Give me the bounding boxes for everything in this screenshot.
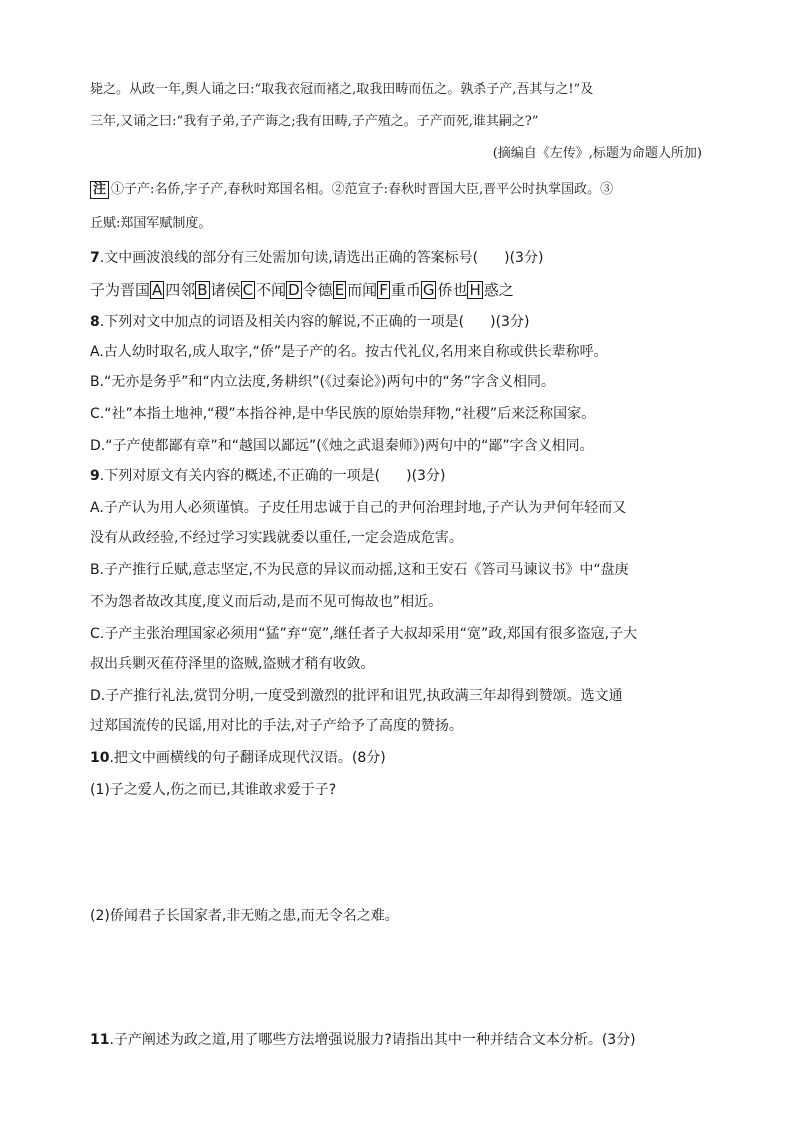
question-9 bbox=[90, 466, 445, 486]
sentence-segment: 而闻 bbox=[347, 281, 378, 299]
question-7-number: 7 bbox=[90, 250, 100, 266]
question-8-score: )(3分) bbox=[490, 314, 530, 330]
question-8-option-b: B.“无亦是务乎”和“内立法度,务耕织”(《过秦论》)两句中的“务”字含义相同。 bbox=[90, 374, 555, 390]
note-line-2: 丘赋:郑国军赋制度。 bbox=[90, 216, 212, 231]
sentence-segment: 不闻 bbox=[256, 281, 287, 299]
question-8-option-c: C.“社”本指土地神,“稷”本指谷神,是中华民族的原始崇拜物,“社稷”后来泛称国家。 bbox=[90, 406, 596, 422]
passage-source: (摘编自《左传》,标题为命题人所加) bbox=[492, 146, 702, 161]
question-9-option-a-line-1: A.子产认为用人必须谨慎。子皮任用忠诚于自己的尹何治理封地,子产认为尹何年轻而又 bbox=[90, 500, 627, 516]
question-10-sentence-2: (2)侨闻君子长国家者,非无贿之患,而无令名之难。 bbox=[90, 908, 399, 924]
question-9-option-c-line-1: C.子产主张治理国家必须用“猛”弃“宽”,继任者子大叔却采用“宽”政,郑国有很多盗寇,子大 bbox=[90, 626, 638, 642]
passage-line-1: 毙之。从政一年,舆人诵之曰:“取我衣冠而褚之,取我田畴而伍之。孰杀子产,吾其与之!”及 bbox=[90, 82, 594, 97]
option-box-c: C bbox=[242, 281, 254, 299]
question-9-score: )(3分) bbox=[406, 468, 446, 484]
sentence-segment: 令德 bbox=[302, 281, 333, 299]
question-8-option-d: D.“子产使都鄙有章”和“越国以鄙远”(《烛之武退秦师》)两句中的“鄙”字含义相同。 bbox=[90, 438, 594, 454]
sentence-segment: 子为晋国 bbox=[90, 281, 151, 299]
question-9-number: 9 bbox=[90, 468, 100, 484]
sentence-segment: 侨也 bbox=[437, 281, 468, 299]
sentence-segment: 重币 bbox=[390, 281, 421, 299]
question-9-option-b-line-1: B.子产推行丘赋,意志坚定,不为民意的异议而动摇,这和王安石《答司马谏议书》中“盘庚 bbox=[90, 562, 629, 578]
question-11-number: 11 bbox=[90, 1032, 110, 1048]
question-10 bbox=[90, 748, 386, 768]
option-box-a: A bbox=[152, 281, 163, 299]
question-7 bbox=[90, 248, 543, 268]
question-9-option-d-line-2: 过郑国流传的民谣,用对比的手法,对子产给予了高度的赞扬。 bbox=[90, 718, 463, 734]
option-box-b: B bbox=[197, 281, 208, 299]
question-9-option-a-line-2: 没有从政经验,不经过学习实践就委以重任,一定会造成危害。 bbox=[90, 530, 463, 546]
question-9-option-b-line-2: 不为怨者故改其度,度义而后动,是而不见可悔故也”相近。 bbox=[90, 594, 443, 610]
option-box-g: G bbox=[422, 281, 435, 299]
note-text-1: ①子产:名侨,字子产,春秋时郑国名相。②范宣子:春秋时晋国大臣,晋平公时执掌国政。③ bbox=[111, 182, 614, 197]
option-box-h: H bbox=[469, 281, 481, 299]
sentence-segment: 惑之 bbox=[483, 281, 514, 299]
question-11 bbox=[90, 1030, 636, 1050]
question-9-text: .下列对原文有关内容的概述,不正确的一项是( bbox=[99, 468, 381, 484]
note-tag: 注 bbox=[90, 181, 109, 199]
question-8-text: .下列对文中加点的词语及相关内容的解说,不正确的一项是( bbox=[99, 314, 465, 330]
option-box-d: D bbox=[288, 281, 300, 299]
question-8-number: 8 bbox=[90, 314, 100, 330]
question-8-option-a: A.古人幼时取名,成人取字,“侨”是子产的名。按古代礼仪,名用来自称或供长辈称呼。 bbox=[90, 344, 608, 360]
question-7-score: )(3分) bbox=[504, 250, 544, 266]
option-box-e: E bbox=[334, 281, 345, 299]
question-11-text: .子产阐述为政之道,用了哪些方法增强说服力?请指出其中一种并结合文本分析。(3分) bbox=[109, 1032, 636, 1048]
sentence-segment: 诸侯 bbox=[210, 281, 241, 299]
option-box-f: F bbox=[379, 281, 388, 299]
sentence-segment: 四邻 bbox=[165, 281, 196, 299]
question-10-sentence-1: (1)子之爱人,伤之而已,其谁敢求爱于子? bbox=[90, 782, 337, 798]
question-7-text: .文中画波浪线的部分有三处需加句读,请选出正确的答案标号( bbox=[99, 250, 479, 266]
question-7-sentence bbox=[90, 280, 514, 300]
question-8 bbox=[90, 312, 529, 332]
question-10-number: 10 bbox=[90, 750, 110, 766]
question-10-text: .把文中画横线的句子翻译成现代汉语。(8分) bbox=[109, 750, 386, 766]
note-line-1 bbox=[90, 180, 613, 200]
question-9-option-d-line-1: D.子产推行礼法,赏罚分明,一度受到激烈的批评和诅咒,执政满三年却得到赞颂。选文通 bbox=[90, 688, 623, 704]
question-9-option-c-line-2: 叔出兵剿灭萑苻泽里的盗贼,盗贼才稍有收敛。 bbox=[90, 656, 375, 672]
passage-line-2: 三年,又诵之曰:“我有子弟,子产诲之;我有田畴,子产殖之。子产而死,谁其嗣之?” bbox=[90, 114, 539, 129]
